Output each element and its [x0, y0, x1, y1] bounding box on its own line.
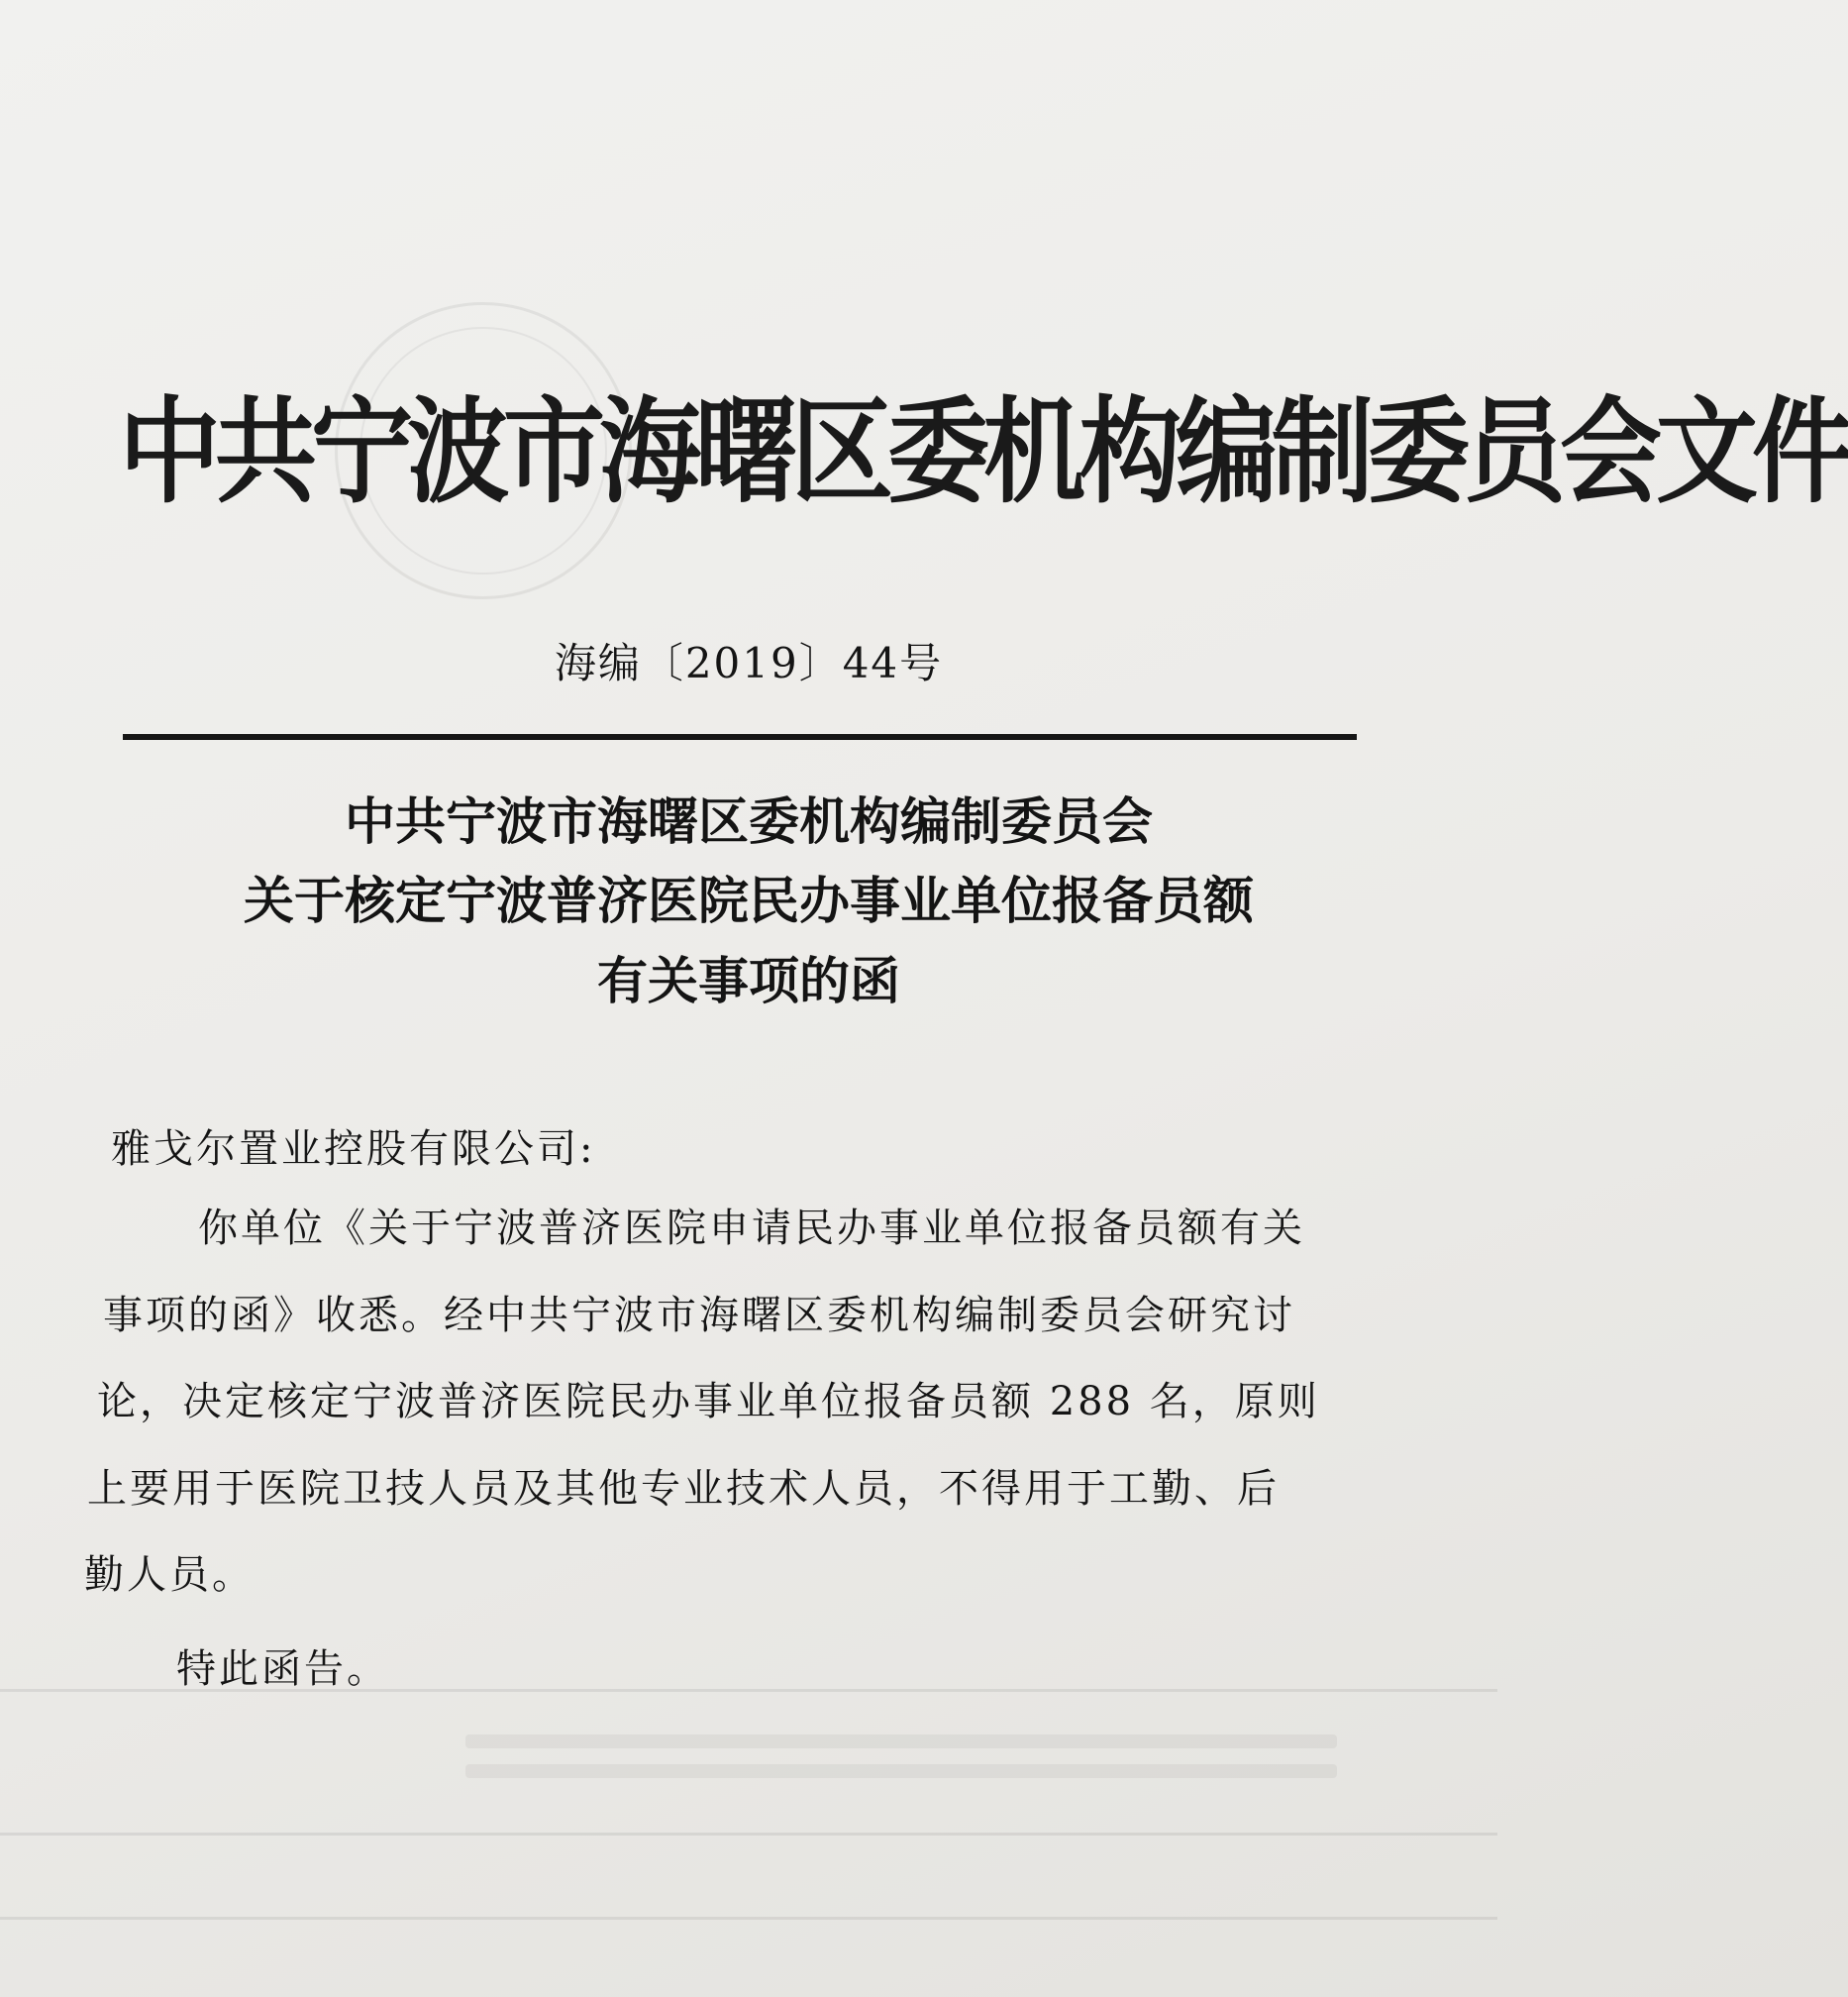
title-line-2: 关于核定宁波普济医院民办事业单位报备员额 — [243, 872, 1254, 931]
body-line-2: 事项的函》收悉。经中共宁波市海曙区委机构编制委员会研究讨 — [103, 1293, 1295, 1338]
body-line-5: 勤人员。 — [84, 1552, 255, 1598]
bleed-through-text — [465, 1719, 1337, 1828]
bleed-through-rule-2 — [0, 1833, 1497, 1836]
document-header: 中共宁波市海曙区委机构编制委员会文件 — [119, 385, 1848, 520]
title-line-3: 有关事项的函 — [596, 952, 900, 1011]
closing-line: 特此函告。 — [176, 1646, 389, 1692]
body-line-4: 上要用于医院卫技人员及其他专业技术人员，不得用于工勤、后 — [87, 1466, 1280, 1512]
body-line-1: 你单位《关于宁波普济医院申请民办事业单位报备员额有关 — [198, 1206, 1305, 1251]
document-number: 海编〔2019〕44号 — [554, 639, 944, 687]
bleed-through-rule-1 — [0, 1689, 1497, 1692]
bleed-through-rule-3 — [0, 1917, 1497, 1920]
body-line-3: 论，决定核定宁波普济医院民办事业单位报备员额 288 名，原则 — [97, 1379, 1320, 1424]
title-line-1: 中共宁波市海曙区委机构编制委员会 — [344, 792, 1153, 852]
addressee: 雅戈尔置业控股有限公司: — [111, 1126, 596, 1172]
header-divider — [123, 734, 1357, 740]
